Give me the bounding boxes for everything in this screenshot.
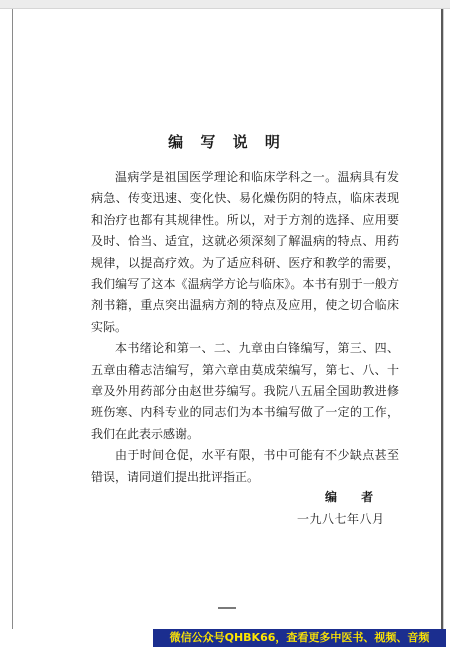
scan-artifact	[218, 607, 236, 609]
paragraph-intro: 温病学是祖国医学理论和临床学科之一。温病具有发病急、传变迅速、变化快、易化燥伤阴的特点，临床表现和治疗也都有其规律性。所以，对于方剂的选择、应用要及时、恰当、适宜，这就必须深刻了解温病的特点、用药规律，以提高疗效。为了适应科研、医疗和教学的需要，我们编写了这本《温病学方论与临床》。本书有别于一般方剂书籍，重点突出温病方剂的特点及应用，使之切合临床实际。	[91, 170, 399, 334]
date: 一九八七年八月	[297, 512, 385, 526]
document-page	[12, 9, 443, 629]
signature: 编 者	[325, 490, 384, 504]
paragraph-authors: 本书绪论和第一、二、九章由白锋编写，第三、四、五章由稽志洁编写，第六章由莫成荣编写，第七、八、十章及外用药部分由赵世芬编写。我院八五届全国助教进修班伤寒、内科专业的同志们为本书编写做了一定的工作，我们在此表示感谢。	[91, 341, 399, 441]
paragraph-closing: 由于时间仓促，水平有限，书中可能有不少缺点甚至错误，请同道们提出批评指正。	[91, 448, 399, 484]
body-text	[91, 167, 399, 488]
watermark-banner: 微信公众号QHBK66，查看更多中医书、视频、音频	[153, 629, 446, 647]
page-title: 编 写 说 明	[168, 133, 286, 151]
viewer-toolbar-strip	[0, 0, 450, 9]
